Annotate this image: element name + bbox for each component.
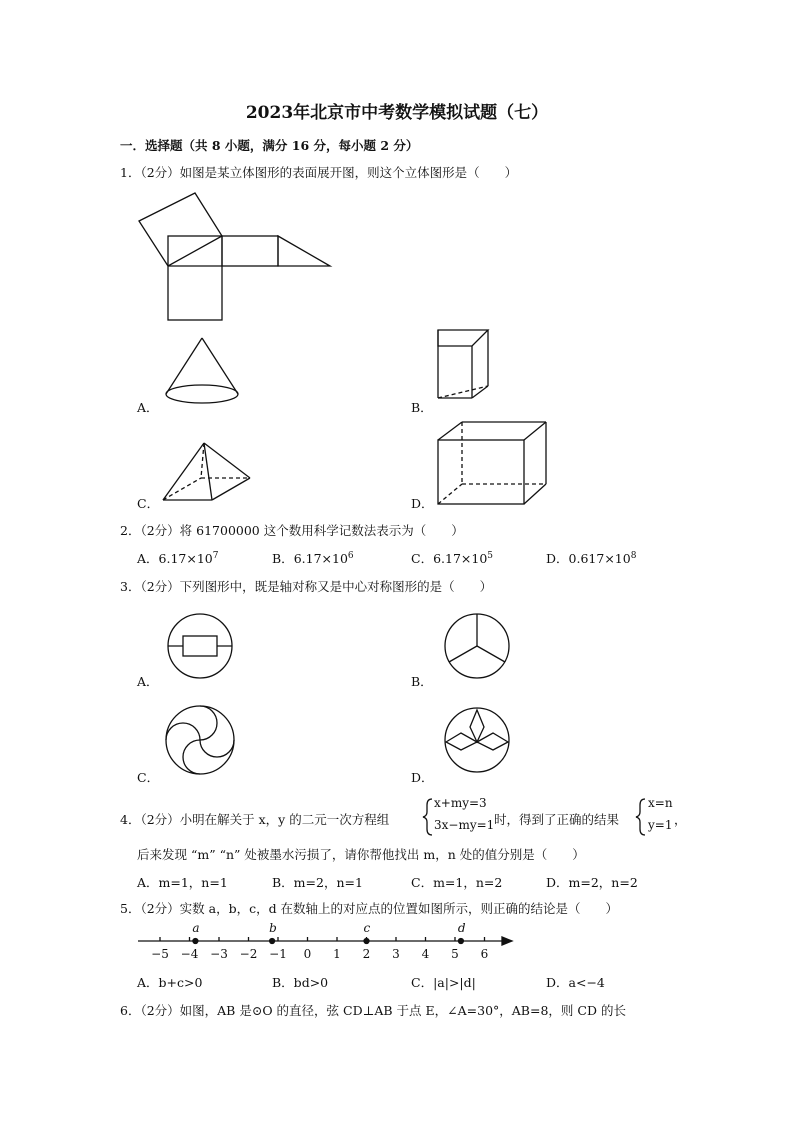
- q4-option-d[interactable]: D．m=2，n=2: [546, 875, 638, 890]
- q5-option-c[interactable]: C．|a|>|d|: [411, 975, 476, 990]
- q4-res1: x=n: [648, 796, 673, 810]
- q5-option-b[interactable]: B．bd>0: [272, 975, 329, 990]
- q6-stem: 6．（2分）如图，AB 是⊙O 的直径，弦 CD⊥AB 于点 E，∠A=30°，AB=8，则 CD 的长: [120, 1003, 626, 1018]
- q1-stem: 1．（2分）如图是某立体图形的表面展开图，则这个立体图形是（ ）: [120, 165, 518, 180]
- q5-tick-label: −3: [210, 947, 228, 961]
- q4-eq2: 3x−my=1: [434, 818, 495, 832]
- q1-option-d-label[interactable]: D．: [411, 496, 434, 511]
- q5-tick-label: 1: [333, 947, 341, 961]
- q2-option-c[interactable]: [411, 549, 493, 567]
- q5-point-a: [193, 939, 198, 944]
- q5-tick-label: −5: [151, 947, 169, 961]
- q5-point-label-c: c: [363, 921, 371, 935]
- q2-option-b-label: B．: [272, 551, 294, 566]
- q4-option-a[interactable]: A．m=1，n=1: [137, 875, 228, 890]
- q2-option-b-exp: 6: [347, 550, 354, 561]
- q5-tick-label: −1: [269, 947, 287, 961]
- q5-tick-label: 3: [392, 947, 400, 961]
- q1-option-b-label[interactable]: B．: [411, 400, 433, 415]
- q5-point-label-a: a: [192, 921, 200, 935]
- section-heading: 一．选择题（共 8 小题，满分 16 分，每小题 2 分）: [120, 138, 419, 153]
- q5-tick-label: −2: [239, 947, 258, 961]
- q5-option-d[interactable]: D．a<−4: [546, 975, 605, 990]
- q2-option-a-exp: 7: [212, 550, 219, 561]
- option-c-pyramid: [163, 443, 250, 500]
- q4-eq1: x+my=3: [434, 796, 487, 810]
- q4-line2: 后来发现 “m” “n” 处被墨水污损了，请你帮他找出 m，n 处的值分别是（ ）: [137, 847, 585, 862]
- q2-option-a[interactable]: [137, 549, 218, 567]
- option-b-prism: [438, 330, 488, 398]
- q4-stem-b: 时，得到了正确的结果: [494, 812, 620, 827]
- q1-option-a-label[interactable]: A．: [137, 400, 159, 415]
- q4-result-brace: [636, 799, 645, 835]
- q2-option-d[interactable]: [546, 549, 636, 567]
- q2-option-b-base: 6.17×10: [293, 551, 348, 566]
- q2-option-d-base: 0.617×10: [568, 551, 631, 566]
- q5-stem: 5．（2分）实数 a，b，c，d 在数轴上的对应点的位置如图所示，则正确的结论是（ ）: [120, 901, 619, 916]
- q3-option-d-label[interactable]: D．: [411, 770, 434, 785]
- q5-point-d: [458, 939, 463, 944]
- q3-option-c-figure: [166, 706, 234, 774]
- q2-option-d-label: D．: [546, 551, 569, 566]
- q4-system-brace: [423, 799, 432, 835]
- q3-option-b-label[interactable]: B．: [411, 674, 433, 689]
- q5-point-c: [364, 939, 369, 944]
- q1-net-figure: [139, 193, 330, 320]
- q4-option-c[interactable]: C．m=1，n=2: [411, 875, 503, 890]
- q5-tick-label: 0: [303, 947, 312, 961]
- q2-option-c-base: 6.17×10: [433, 551, 488, 566]
- option-d-cuboid: [438, 422, 546, 504]
- q4-res2: y=1: [648, 818, 673, 832]
- q5-tick-label: 6: [480, 947, 489, 961]
- q2-option-b[interactable]: [272, 549, 354, 567]
- q5-number-line: [138, 937, 512, 945]
- q5-tick-label: 5: [451, 947, 459, 961]
- q2-stem: 2．（2分）将 61700000 这个数用科学记数法表示为（ ）: [120, 523, 464, 538]
- q2-option-a-base: 6.17×10: [158, 551, 213, 566]
- q5-tick-label: 4: [421, 947, 430, 961]
- q5-point-label-b: b: [269, 921, 277, 935]
- page-title: 2023年北京市中考数学模拟试题（七）: [245, 103, 549, 123]
- q3-option-d-figure: [445, 708, 509, 772]
- q3-option-b-figure: [445, 614, 509, 678]
- q5-option-a[interactable]: A．b+c>0: [137, 975, 203, 990]
- q3-option-a-figure: [168, 614, 232, 678]
- q3-option-a-label[interactable]: A．: [137, 674, 159, 689]
- q5-point-label-d: d: [457, 921, 466, 935]
- q2-option-c-label: C．: [411, 551, 434, 566]
- q2-option-d-exp: 8: [630, 550, 637, 561]
- q5-tick-label: 2: [362, 947, 371, 961]
- q4-stem-end: ，: [674, 812, 687, 827]
- q3-stem: 3．（2分）下列图形中，既是轴对称又是中心对称图形的是（ ）: [120, 579, 493, 594]
- q2-option-c-exp: 5: [487, 550, 494, 561]
- q5-point-b: [270, 939, 275, 944]
- q1-option-c-label[interactable]: C．: [137, 496, 160, 511]
- q3-option-c-label[interactable]: C．: [137, 770, 160, 785]
- q5-tick-label: −4: [180, 947, 199, 961]
- q4-option-b[interactable]: B．m=2，n=1: [272, 875, 363, 890]
- q2-option-a-label: A．: [137, 551, 159, 566]
- q4-stem-a: 4．（2分）小明在解关于 x，y 的二元一次方程组: [120, 812, 390, 827]
- option-a-cone: [166, 338, 238, 403]
